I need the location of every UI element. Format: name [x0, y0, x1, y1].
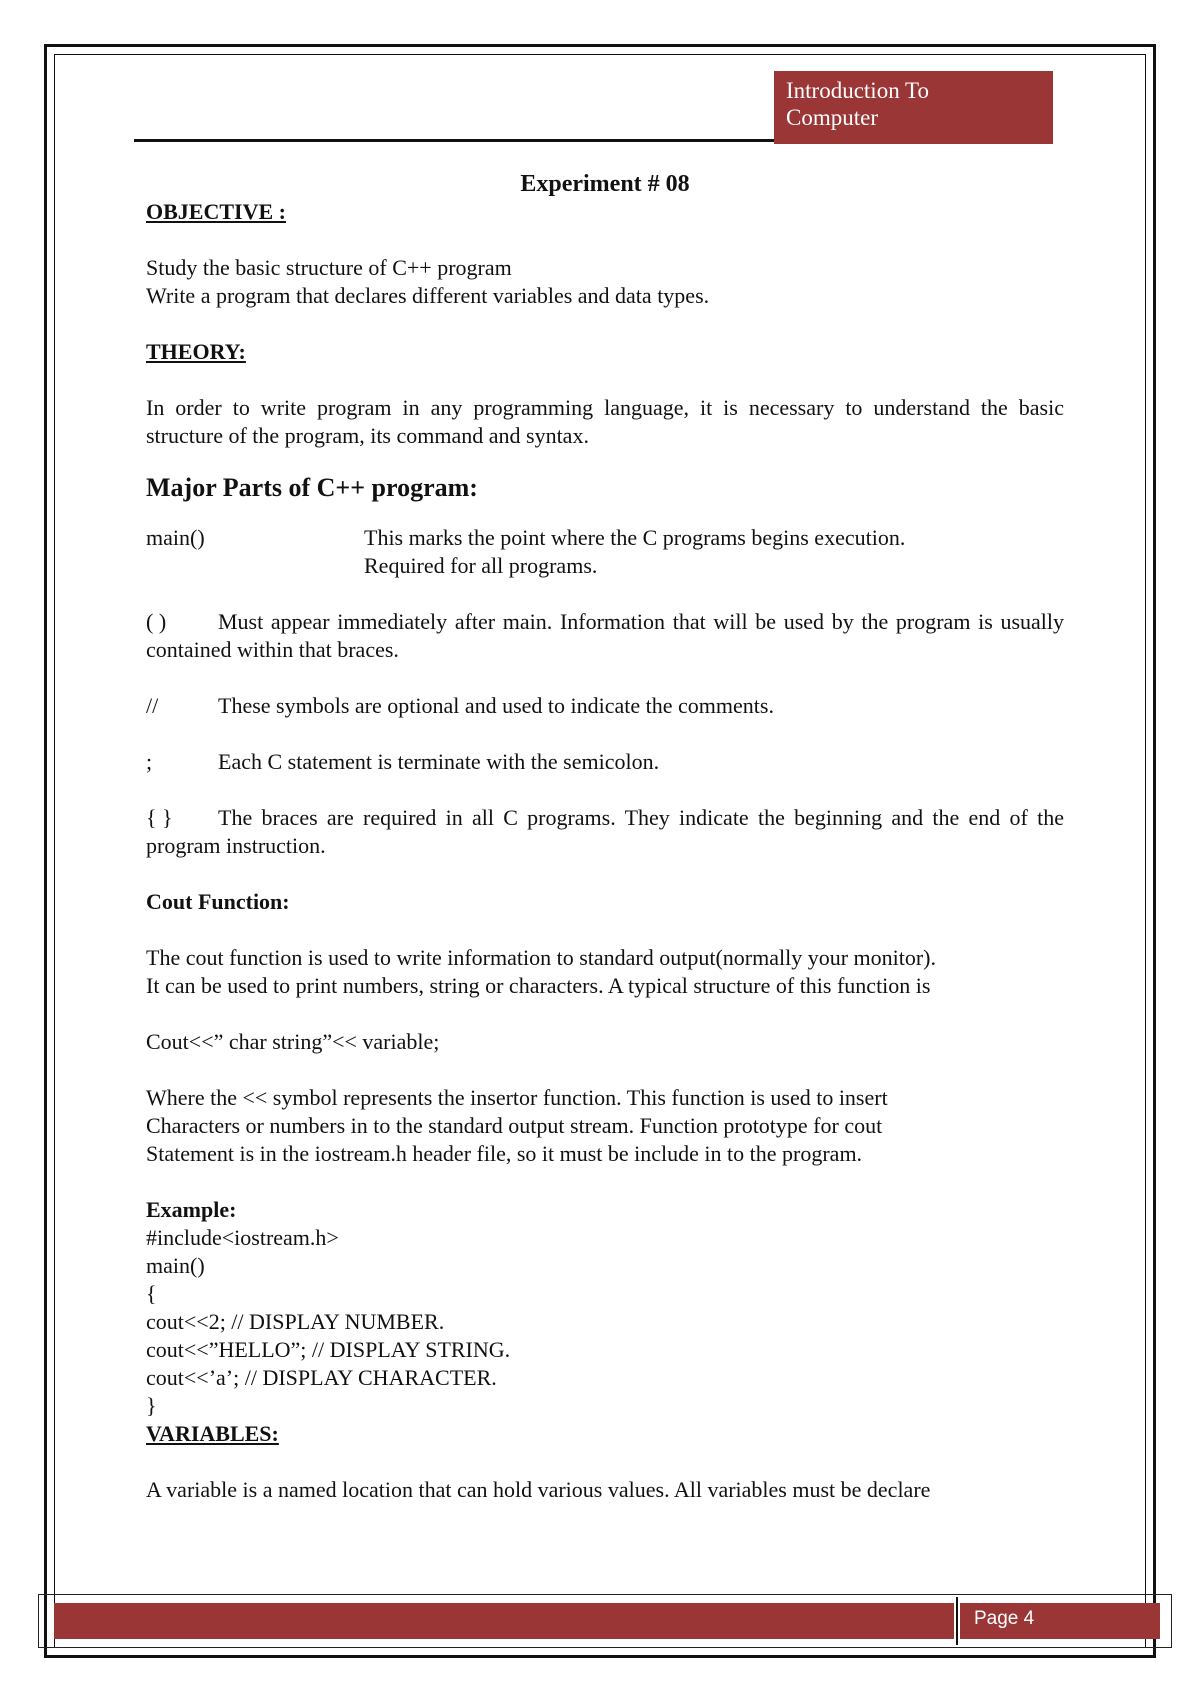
cout-where-line-3: Statement is in the iostream.h header file, so it must be include in to the program.	[146, 1141, 863, 1166]
code-line: cout<<’a’; // DISPLAY CHARACTER.	[146, 1365, 497, 1390]
header-rule	[134, 139, 774, 142]
spacer	[146, 776, 1064, 804]
code-line: main()	[146, 1253, 205, 1278]
cout-line-1: The cout function is used to write information to standard output(normally your monitor).	[146, 945, 937, 970]
objective-line-2: Write a program that declares different variables and data types.	[146, 283, 710, 308]
symbol-text: These symbols are optional and used to indicate the comments.	[218, 693, 774, 718]
code-line: cout<<”HELLO”; // DISPLAY STRING.	[146, 1337, 511, 1362]
code-line: }	[146, 1393, 157, 1418]
cout-heading: Cout Function:	[146, 889, 290, 914]
variables-line-1: A variable is a named location that can hold various values. All variables must be declare	[146, 1477, 931, 1502]
symbol-item-parentheses	[146, 608, 1064, 664]
objective-heading: OBJECTIVE :	[146, 199, 286, 224]
code-line: #include<iostream.h>	[146, 1225, 339, 1250]
spacer	[146, 1056, 1064, 1084]
footer-bar	[54, 1603, 954, 1639]
footer-bar-right	[1060, 1603, 1160, 1639]
spacer	[146, 1000, 1064, 1028]
main-term: main()	[146, 525, 205, 550]
page-number: Page 4	[974, 1608, 1035, 1629]
theory-heading: THEORY:	[146, 339, 246, 364]
symbol-item-comment	[146, 692, 1064, 720]
header-course-line1: Introduction To	[786, 78, 929, 103]
page-title: Experiment # 08	[520, 171, 690, 197]
spacer	[146, 226, 1064, 254]
theory-paragraph: In order to write program in any programming language, it is necessary to understand the basic structure of the program, its command and syntax.	[146, 395, 1064, 448]
header-course-line2: Computer	[786, 105, 878, 130]
spacer	[146, 366, 1064, 394]
symbol: ( )	[146, 609, 167, 634]
example-heading: Example:	[146, 1197, 237, 1222]
footer-divider	[956, 1597, 958, 1645]
main-definition	[146, 524, 1064, 580]
spacer	[146, 504, 1064, 524]
symbol-item-semicolon	[146, 748, 1064, 776]
code-line: {	[146, 1281, 157, 1306]
spacer	[146, 860, 1064, 888]
symbol-text: Each C statement is terminate with the semicolon.	[218, 749, 660, 774]
symbol-text: The braces are required in all C programs. They indicate the beginning and the end of the program instruction.	[146, 805, 1064, 858]
spacer	[146, 720, 1064, 748]
cout-syntax: Cout<<” char string”<< variable;	[146, 1029, 440, 1054]
spacer	[146, 450, 1064, 472]
spacer	[146, 1448, 1064, 1476]
symbol: { }	[146, 805, 173, 830]
variables-heading: VARIABLES:	[146, 1421, 279, 1446]
spacer	[146, 580, 1064, 608]
spacer	[146, 1168, 1064, 1196]
symbol: //	[146, 693, 159, 718]
code-line: cout<<2; // DISPLAY NUMBER.	[146, 1309, 445, 1334]
cout-line-2: It can be used to print numbers, string or characters. A typical structure of this function is	[146, 973, 931, 998]
cout-where-line-2: Characters or numbers in to the standard output stream. Function prototype for cout	[146, 1113, 883, 1138]
symbol-item-braces	[146, 804, 1064, 860]
spacer	[146, 310, 1064, 338]
document-body	[146, 170, 1064, 1504]
cout-where-line-1: Where the << symbol represents the insertor function. This function is used to insert	[146, 1085, 888, 1110]
major-parts-heading: Major Parts of C++ program:	[146, 473, 478, 502]
header-course-box	[774, 71, 1053, 144]
main-description	[364, 524, 905, 580]
symbol: ;	[146, 749, 153, 774]
spacer	[146, 916, 1064, 944]
spacer	[146, 664, 1064, 692]
main-desc-line-2: Required for all programs.	[364, 553, 598, 578]
main-desc-line-1: This marks the point where the C programs begins execution.	[364, 525, 906, 550]
symbol-text: Must appear immediately after main. Information that will be used by the program is usually contained within that braces.	[146, 609, 1064, 662]
objective-line-1: Study the basic structure of C++ program	[146, 255, 512, 280]
